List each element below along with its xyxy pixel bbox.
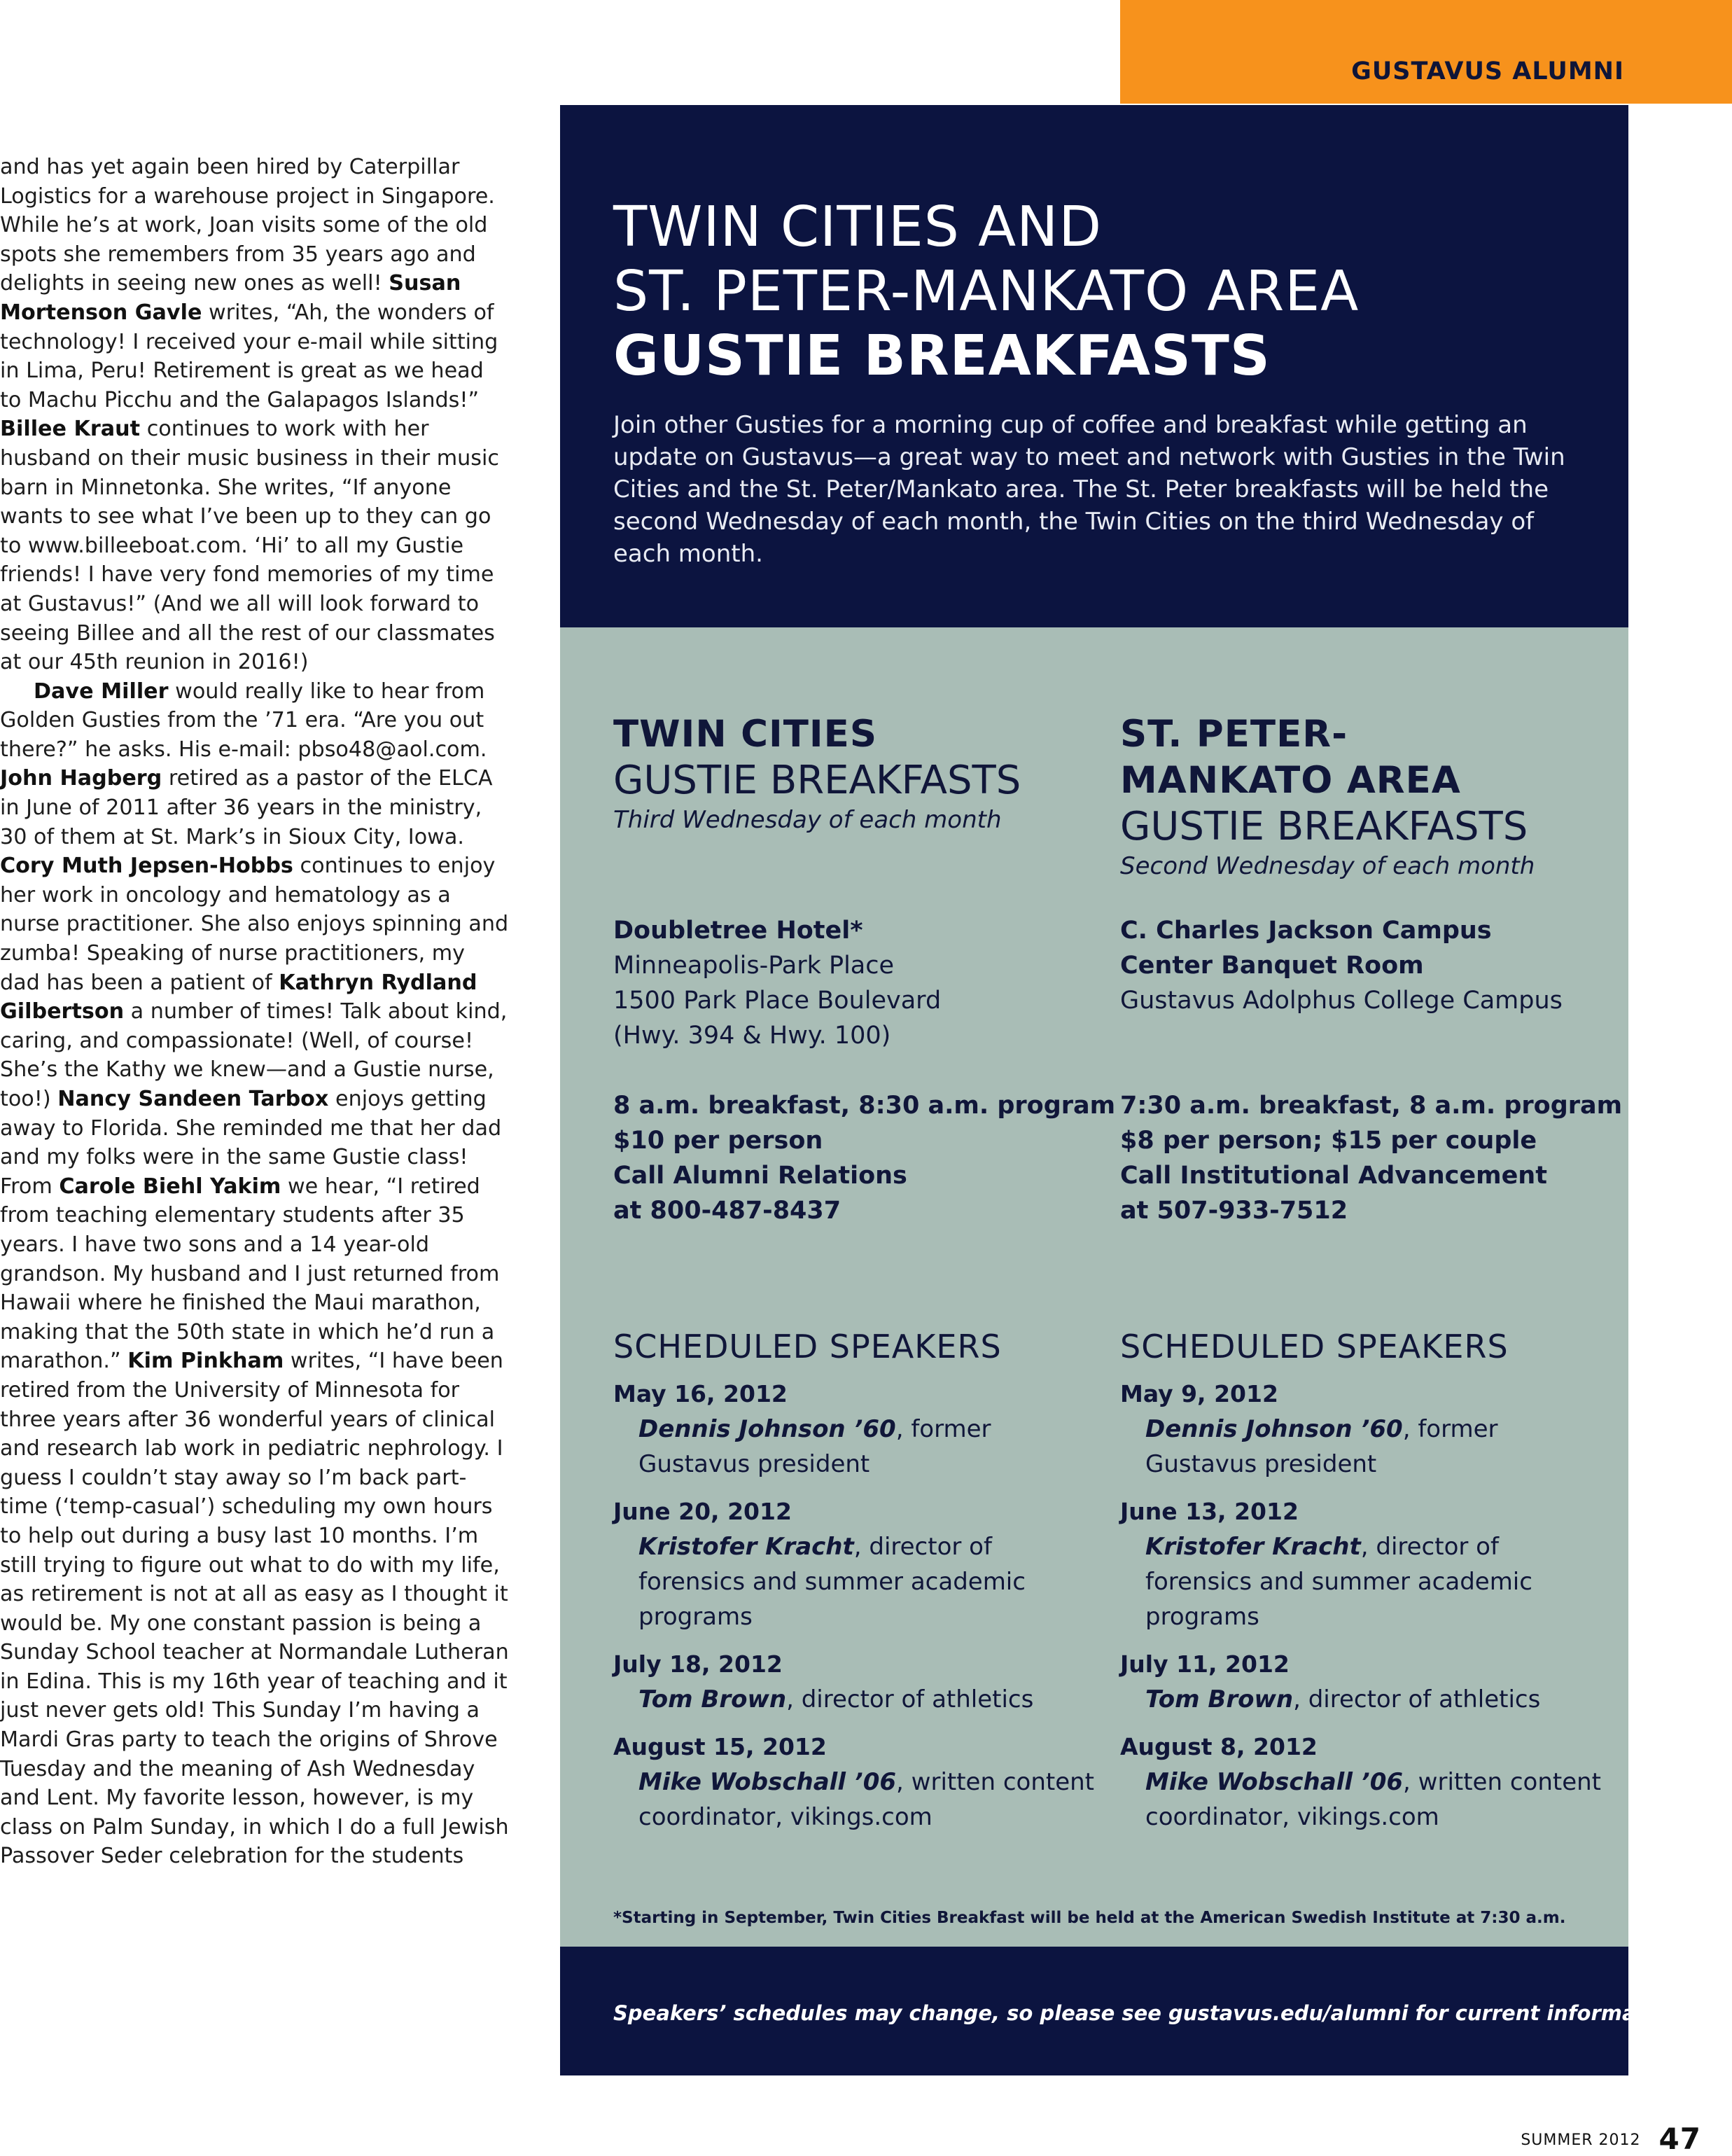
headline-line-1: TWIN CITIES AND — [613, 195, 1103, 259]
note-text: continues to work with her husband on their music business in their music barn in Minnetonka. She writes, “If anyone wants to see what I’ve been up to they can go to www.billeeboat.com. ‘Hi’ to all my Gustie friends! I have very fond memories of my time at Gustavus!” (And we all will look forward to seeing Billee and all the rest of our classmates at our 45th reunion in 2016!) — [0, 417, 499, 675]
speaker-role: , written content coordinator, vikings.com — [1145, 1768, 1602, 1831]
speaker-role: , director of athletics — [1293, 1685, 1541, 1713]
speaker-date: May 16, 2012 — [613, 1380, 788, 1407]
speaker-role: , former Gustavus president — [1145, 1415, 1498, 1478]
speaker-date: July 11, 2012 — [1120, 1650, 1290, 1678]
st-peter-subtitle: GUSTIE BREAKFASTS — [1120, 804, 1528, 849]
st-peter-heading — [1120, 711, 1596, 882]
alumni-name: Susan Mortenson Gavle — [0, 271, 461, 325]
twin-cities-speakers — [613, 1326, 1103, 1847]
st-peter-speakers — [1120, 1326, 1610, 1847]
twin-cities-schedule: Third Wednesday of each month — [613, 806, 1002, 834]
schedule-notice: Speakers’ schedules may change, so please see gustavus.edu/alumni for current information. — [613, 2001, 1689, 2025]
twin-cities-venue-name: Doubletree Hotel* — [613, 917, 863, 945]
st-peter-venue-name: C. Charles Jackson Campus — [1120, 917, 1492, 945]
twin-cities-price: $10 per person — [613, 1127, 823, 1155]
alumni-name: Kim Pinkham — [127, 1349, 284, 1374]
st-peter-venue-line: Gustavus Adolphus College Campus — [1120, 987, 1563, 1015]
issue-label: SUMMER 2012 — [1521, 2131, 1641, 2149]
twin-cities-heading — [613, 711, 1089, 836]
st-peter-details — [1120, 1088, 1624, 1228]
twin-cities-venue-line: (Hwy. 394 & Hwy. 100) — [613, 1022, 891, 1050]
alumni-name: John Hagberg — [0, 766, 162, 791]
headline-line-2: ST. PETER-MANKATO AREA — [613, 259, 1360, 324]
twin-cities-time: 8 a.m. breakfast, 8:30 a.m. program — [613, 1092, 1116, 1120]
speaker-date: August 8, 2012 — [1120, 1733, 1318, 1760]
speakers-heading: SCHEDULED SPEAKERS — [1120, 1328, 1509, 1365]
speaker-role: , director of forensics and summer academic programs — [638, 1533, 1026, 1631]
speaker-name: Kristofer Kracht — [638, 1533, 854, 1561]
speaker-name: Tom Brown — [638, 1685, 787, 1713]
twin-cities-phone: at 800-487-8437 — [613, 1197, 841, 1225]
speaker-name: Mike Wobschall ’06 — [638, 1768, 897, 1796]
page-number: 47 — [1658, 2122, 1701, 2156]
twin-cities-subtitle: GUSTIE BREAKFASTS — [613, 758, 1021, 803]
page-footer — [1521, 2122, 1701, 2156]
note-text: a number of times! Talk about kind, caring, and compassionate! (Well, of course! She’s the Kathy we knew—and a Gustie nurse, too!) — [0, 999, 508, 1111]
st-peter-time: 7:30 a.m. breakfast, 8 a.m. program — [1120, 1092, 1623, 1120]
speaker-entry — [1120, 1682, 1610, 1717]
class-notes-paragraph-2 — [0, 677, 511, 1871]
speaker-entry — [1120, 1412, 1610, 1482]
speaker-name: Mike Wobschall ’06 — [1145, 1768, 1404, 1796]
st-peter-phone: at 507-933-7512 — [1120, 1197, 1348, 1225]
speaker-date: June 13, 2012 — [1120, 1498, 1299, 1525]
speaker-date: August 15, 2012 — [613, 1733, 827, 1760]
speaker-name: Dennis Johnson ’60 — [1145, 1415, 1403, 1443]
st-peter-title: ST. PETER- — [1120, 713, 1348, 756]
alumni-name: Kathryn Rydland Gilbertson — [0, 970, 477, 1024]
note-text: continues to enjoy her work in oncology and hematology as a nurse practitioner. She also enjoys spinning and zumba! Speaking of nurse practitioners, my dad has been a patient of — [0, 854, 509, 995]
twin-cities-details — [613, 1088, 1117, 1228]
alumni-name: Cory Muth Jepsen-Hobbs — [0, 854, 293, 879]
intro-text: Join other Gusties for a morning cup of coffee and breakfast while getting an update on Gustavus—a great way to meet and network with Gusties in the Twin Cities and the St. Peter/Mankato area. The St. Peter breakfasts will be held the second Wednesday of each month, the Twin Cities on the third Wednesday of each month. — [613, 411, 1565, 568]
speaker-entry — [613, 1412, 1103, 1482]
speaker-date: June 20, 2012 — [613, 1498, 792, 1525]
twin-cities-venue-line: Minneapolis-Park Place — [613, 952, 895, 980]
twin-cities-contact: Call Alumni Relations — [613, 1162, 907, 1190]
speaker-entry — [613, 1529, 1103, 1634]
st-peter-venue — [1120, 913, 1610, 1018]
footnote: *Starting in September, Twin Cities Breakfast will be held at the American Swedish Institute at 7:30 a.m. — [613, 1909, 1566, 1927]
speaker-entry — [613, 1765, 1103, 1835]
alumni-name: Billee Kraut — [0, 417, 141, 442]
headline — [613, 195, 1359, 388]
speaker-date: July 18, 2012 — [613, 1650, 783, 1678]
st-peter-contact: Call Institutional Advancement — [1120, 1162, 1547, 1190]
twin-cities-title: TWIN CITIES — [613, 713, 878, 756]
speaker-entry — [1120, 1529, 1610, 1634]
speaker-date: May 9, 2012 — [1120, 1380, 1278, 1407]
note-text: and has yet again been hired by Caterpillar Logistics for a warehouse project in Singapore. While he’s at work, Joan visits some of the old spots she remembers from 35 years ago and delights in seeing new ones as well! — [0, 155, 495, 296]
speaker-name: Tom Brown — [1145, 1685, 1294, 1713]
note-text: we hear, “I retired from teaching elementary students after 35 years. I have two sons and a 14 year-old grandson. My husband and I just returned from Hawaii where he finished the Maui marathon, making that the 50th state in which he’d run a marathon.” — [0, 1174, 500, 1374]
note-text: enjoys getting away to Florida. She reminded me that her dad and my folks were in the same Gustie class! From — [0, 1087, 502, 1199]
section-label: GUSTAVUS ALUMNI — [1351, 57, 1624, 85]
note-text: would really like to hear from Golden Gusties from the ’71 era. “Are you out there?” he asks. His e-mail: pbso48@aol.com. — [0, 679, 487, 762]
speaker-role: , written content coordinator, vikings.com — [638, 1768, 1095, 1831]
note-text: writes, “I have been retired from the University of Minnesota for three years after 36 wonderful years of clinical and research lab work in pediatric nephrology. I guess I couldn’t stay away so I’m back part-time (‘temp-casual’) scheduling my own hours to help out during a busy last 10 months. I’m still trying to figure out what to do with my life, as retirement is not at all as easy as I thought it would be. My one constant passion is being a Sunday School teacher at Normandale Lutheran in Edina. This is my 16th year of teaching and it just never gets old! This Sunday I’m having a Mardi Gras party to teach the origins of Shrove Tuesday and the meaning of Ash Wednesday and Lent. My favorite lesson, however, is my class on Palm Sunday, in which I do a full Jewish Passover Seder celebration for the students — [0, 1349, 509, 1869]
st-peter-schedule: Second Wednesday of each month — [1120, 852, 1535, 880]
speakers-heading: SCHEDULED SPEAKERS — [613, 1328, 1002, 1365]
speaker-name: Dennis Johnson ’60 — [638, 1415, 896, 1443]
st-peter-price: $8 per person; $15 per couple — [1120, 1127, 1537, 1155]
note-text: retired as a pastor of the ELCA in June of 2011 after 36 years in the ministry, 30 of them at St. Mark’s in Sioux City, Iowa. — [0, 766, 493, 849]
speaker-role: , director of forensics and summer academic programs — [1145, 1533, 1532, 1631]
twin-cities-venue-line: 1500 Park Place Boulevard — [613, 987, 942, 1015]
st-peter-venue-room: Center Banquet Room — [1120, 952, 1424, 980]
schedule-notice-bar — [560, 1947, 1689, 2075]
speaker-role: , former Gustavus president — [638, 1415, 991, 1478]
alumni-name: Dave Miller — [34, 679, 169, 704]
breakfast-header-panel — [560, 105, 1628, 627]
headline-line-3: GUSTIE BREAKFASTS — [613, 324, 1271, 388]
note-text: writes, “Ah, the wonders of technology! I received your e-mail while sitting in Lima, Peru! Retirement is great as we head to Machu Picchu and the Galapagos Islands!” — [0, 300, 498, 412]
alumni-name: Nancy Sandeen Tarbox — [57, 1087, 329, 1111]
st-peter-title: MANKATO AREA — [1120, 759, 1461, 802]
speaker-entry — [613, 1682, 1103, 1717]
speaker-entry — [1120, 1765, 1610, 1835]
class-notes-column — [0, 153, 511, 1871]
class-notes-paragraph-1 — [0, 153, 511, 677]
speaker-role: , director of athletics — [786, 1685, 1034, 1713]
alumni-name: Carole Biehl Yakim — [59, 1174, 281, 1199]
speaker-name: Kristofer Kracht — [1145, 1533, 1361, 1561]
section-tab — [1120, 0, 1732, 104]
twin-cities-venue — [613, 913, 1103, 1053]
